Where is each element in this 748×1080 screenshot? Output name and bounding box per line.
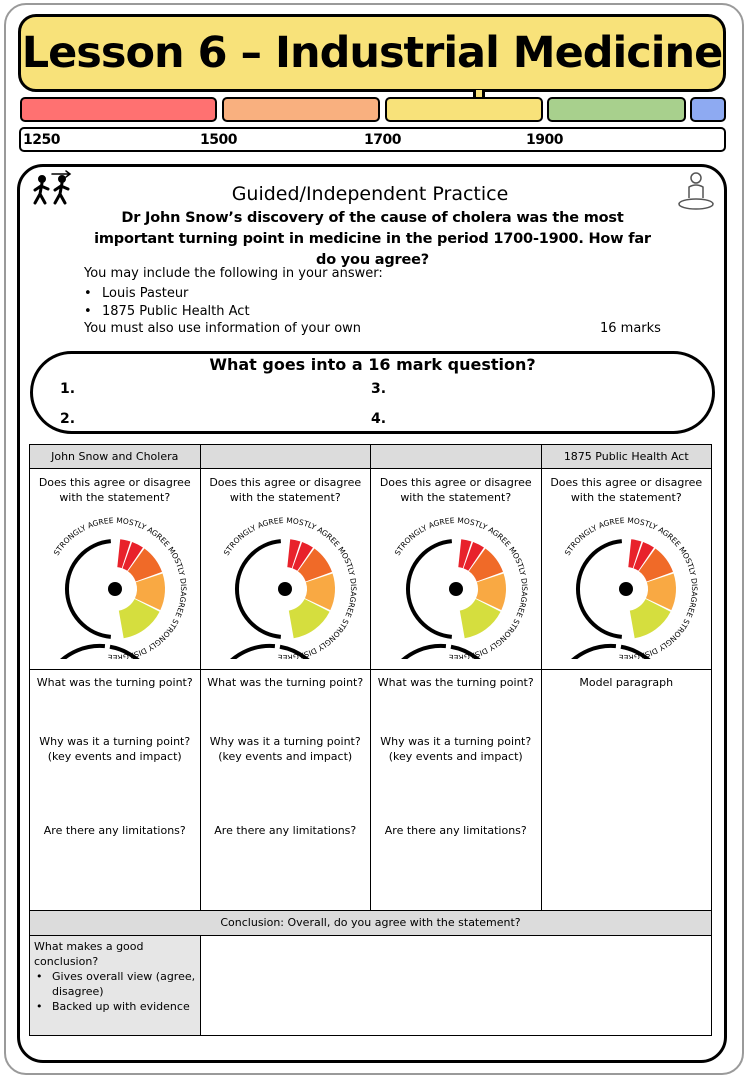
page-title: Lesson 6 – Industrial Medicine: [21, 28, 723, 78]
agree-prompt: Does this agree or disagree: [209, 476, 362, 490]
why-question-sub: (key events and impact): [47, 749, 182, 763]
turning-point-grid: [29, 444, 712, 1036]
agree-prompt: with the statement?: [229, 491, 341, 505]
practice-people-icon: [30, 170, 80, 210]
agree-prompt: with the statement?: [570, 491, 682, 505]
marks-value: 16 marks: [600, 321, 661, 336]
timeline-label-1250: 1250: [23, 132, 60, 148]
agree-dial-cell[interactable]: [541, 469, 712, 670]
timeline-bar-1500: [222, 97, 380, 122]
turning-point-question: What was the turning point?: [377, 675, 534, 689]
analysis-cell[interactable]: [200, 669, 371, 910]
dial-inner-ring: [237, 541, 281, 637]
why-question: Why was it a turning point?: [209, 734, 361, 748]
agree-dial-cell[interactable]: [200, 469, 371, 670]
model-paragraph-cell[interactable]: [541, 669, 712, 910]
point-number-1: 1.: [60, 381, 76, 397]
turning-point-question: What was the turning point?: [207, 675, 364, 689]
why-question: Why was it a turning point?: [380, 734, 532, 748]
timeline-label-1700: 1700: [364, 132, 401, 148]
why-question-sub: (key events and impact): [388, 749, 523, 763]
point-number-3: 3.: [371, 381, 387, 397]
include-bullet: • Louis Pasteur: [84, 286, 189, 301]
conclusion-guidance: [30, 935, 201, 1035]
column-header: 1875 Public Health Act: [541, 445, 712, 469]
agreement-dial[interactable]: [35, 509, 195, 659]
limitations-question: Are there any limitations?: [384, 823, 527, 837]
agreement-dial[interactable]: [546, 509, 706, 659]
dial-center-dot: [449, 582, 463, 596]
conclusion-header: Conclusion: Overall, do you agree with the statement?: [30, 910, 712, 935]
conclusion-guidance-point: • Backed up with evidence: [34, 999, 196, 1014]
agree-prompt: Does this agree or disagree: [379, 476, 532, 490]
include-bullet: • 1875 Public Health Act: [84, 304, 250, 319]
essay-question: Dr John Snow’s discovery of the cause of cholera was the most important turning point in medicine in the period 1700-1900. How far do you agree?: [94, 210, 651, 268]
timeline-bar-1700: [385, 97, 543, 122]
agreement-dial[interactable]: [205, 509, 365, 659]
agree-dial-cell[interactable]: [371, 469, 542, 670]
conclusion-guidance-point: • Gives overall view (agree, disagree): [34, 969, 196, 999]
agreement-dial[interactable]: [376, 509, 536, 659]
person-icon: [677, 170, 715, 212]
analysis-cell[interactable]: [30, 669, 201, 910]
dial-scale-labels: STRONGLY AGREE MOSTLY AGREE MOSTLY DISAGREE STRONGLY DISAGREE: [563, 516, 700, 660]
column-header: John Snow and Cholera: [30, 445, 201, 469]
agree-dial-cell[interactable]: [30, 469, 201, 670]
limitations-question: Are there any limitations?: [43, 823, 186, 837]
agree-prompt: Does this agree or disagree: [38, 476, 191, 490]
timeline-bar-1900: [547, 97, 686, 122]
limitations-question: Are there any limitations?: [214, 823, 357, 837]
conclusion-answer-area[interactable]: [200, 935, 712, 1035]
dial-scale-labels: STRONGLY AGREE MOSTLY AGREE MOSTLY DISAGREE STRONGLY DISAGREE: [392, 516, 529, 660]
timeline-bar-1250: [20, 97, 217, 122]
include-bullet-text: 1875 Public Health Act: [102, 304, 250, 319]
agree-prompt: with the statement?: [59, 491, 171, 505]
why-question-sub: (key events and impact): [218, 749, 353, 763]
dial-center-dot: [278, 582, 292, 596]
include-intro: You may include the following in your answer:: [84, 266, 383, 281]
column-header[interactable]: [200, 445, 371, 469]
dial-scale-labels: STRONGLY AGREE MOSTLY AGREE MOSTLY DISAGREE STRONGLY DISAGREE: [51, 516, 188, 660]
dial-center-dot: [619, 582, 633, 596]
sixteen-mark-title: What goes into a 16 mark question?: [209, 355, 536, 374]
dial-inner-ring: [408, 541, 452, 637]
point-number-4: 4.: [371, 411, 387, 427]
agree-prompt: Does this agree or disagree: [550, 476, 703, 490]
section-title: Guided/Independent Practice: [231, 183, 509, 205]
timeline-label-1500: 1500: [200, 132, 237, 148]
dial-scale-labels: STRONGLY AGREE MOSTLY AGREE MOSTLY DISAGREE STRONGLY DISAGREE: [222, 516, 359, 660]
title-banner: [18, 14, 726, 92]
why-question: Why was it a turning point?: [39, 734, 191, 748]
point-number-2: 2.: [60, 411, 76, 427]
model-paragraph-label: Model paragraph: [579, 675, 674, 689]
timeline-label-1900: 1900: [526, 132, 563, 148]
own-info-note: You must also use information of your own: [84, 321, 362, 336]
timeline-bar-modern: [690, 97, 726, 122]
column-header[interactable]: [371, 445, 542, 469]
agree-prompt: with the statement?: [400, 491, 512, 505]
dial-inner-ring: [67, 541, 111, 637]
dial-center-dot: [108, 582, 122, 596]
conclusion-guidance-title: What makes a good conclusion?: [34, 939, 144, 968]
include-bullet-text: Louis Pasteur: [102, 286, 189, 301]
turning-point-question: What was the turning point?: [36, 675, 193, 689]
analysis-cell[interactable]: [371, 669, 542, 910]
dial-inner-ring: [578, 541, 622, 637]
